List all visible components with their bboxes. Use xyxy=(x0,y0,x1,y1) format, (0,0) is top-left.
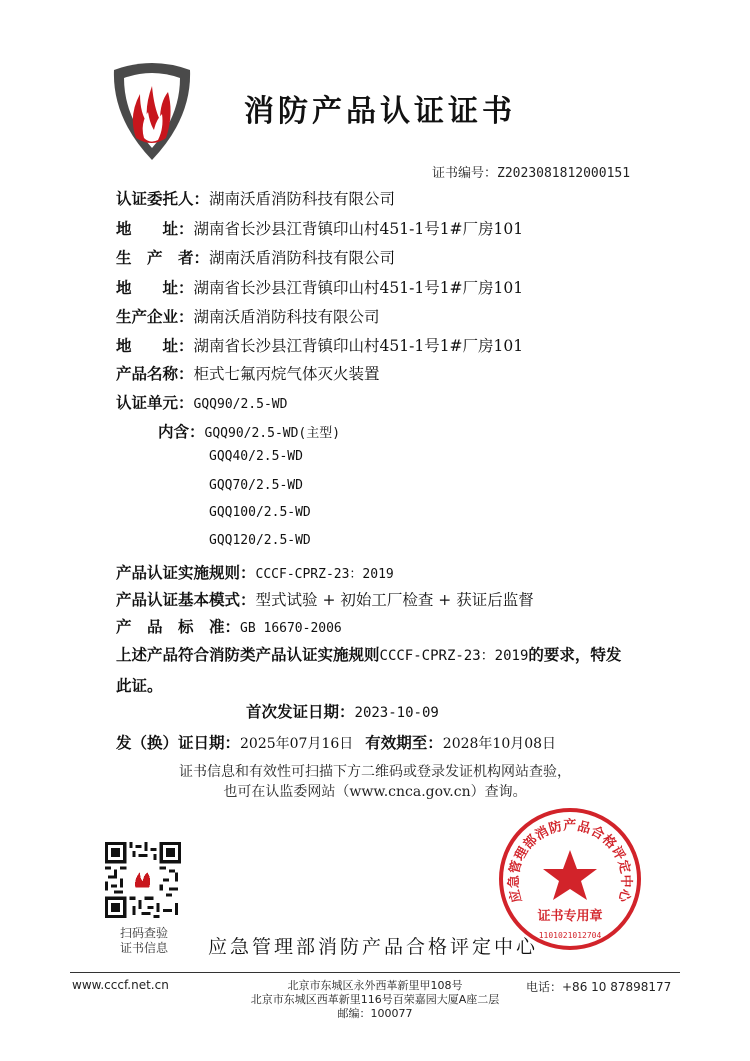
rule-label: 产品认证实施规则： xyxy=(116,564,256,582)
issuing-authority: 应急管理部消防产品合格评定中心 xyxy=(208,936,539,958)
qr-label-line1: 扫码查验 xyxy=(119,926,168,940)
includes-row xyxy=(158,420,340,442)
client-label: 认证委托人： xyxy=(116,190,210,208)
conformity-text: 上述产品符合消防类产品认证实施规则 xyxy=(116,646,380,664)
includes-item: GQQ40/2.5-WD xyxy=(209,449,303,464)
includes-item: GQQ70/2.5-WD xyxy=(209,478,303,493)
official-seal xyxy=(497,806,643,952)
mode-row xyxy=(116,588,534,610)
producer-row xyxy=(116,246,395,268)
standard-value: GB 16670-2006 xyxy=(240,621,342,636)
verification-qr-code[interactable] xyxy=(105,842,181,918)
conformity-text: 的要求，特发 xyxy=(528,646,622,664)
fire-shield-logo xyxy=(110,58,194,162)
factory-label: 生产企业： xyxy=(116,308,194,326)
mode-label: 产品认证基本模式： xyxy=(116,591,256,609)
factory-value: 湖南沃盾消防科技有限公司 xyxy=(193,308,380,326)
document-title: 消防产品认证证书 xyxy=(244,94,516,129)
valid-until-date: 2028年10月08日 xyxy=(442,736,557,752)
producer-label: 生 产 者： xyxy=(116,249,210,267)
seal-center-text: 证书专用章 xyxy=(537,909,603,924)
verification-notice-line1: 证书信息和有效性可扫描下方二维码或登录发证机构网站查验， xyxy=(179,764,571,780)
includes-item: GQQ120/2.5-WD xyxy=(209,533,311,548)
first-issue-row xyxy=(246,700,439,722)
client-value: 湖南沃盾消防科技有限公司 xyxy=(209,190,396,208)
conformity-statement xyxy=(116,640,636,701)
certificate-number-value: Z2023081812000151 xyxy=(497,166,631,181)
footer-website: www.cccf.net.cn xyxy=(72,978,169,992)
includes-item: GQQ90/2.5-WD(主型) xyxy=(204,426,341,441)
first-issue-label: 首次发证日期： xyxy=(246,703,355,721)
client-address-label: 地 址： xyxy=(116,220,194,238)
includes-label: 内含： xyxy=(158,423,205,441)
footer-divider xyxy=(70,972,680,973)
reissue-date: 2025年07月16日 xyxy=(240,736,354,752)
producer-value: 湖南沃盾消防科技有限公司 xyxy=(209,249,396,267)
includes-item: GQQ100/2.5-WD xyxy=(209,505,311,520)
reissue-label: 发（换）证日期： xyxy=(116,734,241,752)
client-address-value: 湖南省长沙县江背镇印山村451-1号1#厂房101 xyxy=(193,220,524,238)
factory-address-row xyxy=(116,334,523,356)
producer-address-row xyxy=(116,276,523,298)
seal-star-icon xyxy=(543,850,597,900)
footer-address-1: 北京市东城区永外西革新里甲108号 xyxy=(287,979,463,992)
mode-value: 型式试验 + 初始工厂检查 + 获证后监督 xyxy=(255,591,534,609)
rule-row xyxy=(116,561,394,583)
unit-value: GQQ90/2.5-WD xyxy=(193,397,288,412)
first-issue-date: 2023-10-09 xyxy=(354,705,439,721)
producer-address-label: 地 址： xyxy=(116,279,194,297)
standard-row xyxy=(116,615,342,637)
standard-label: 产 品 标 准： xyxy=(116,618,241,636)
rule-value: CCCF-CPRZ-23：2019 xyxy=(255,567,394,582)
reissue-row xyxy=(116,731,556,753)
unit-row xyxy=(116,391,287,413)
valid-until-label: 有效期至： xyxy=(365,734,443,752)
client-address-row xyxy=(116,217,523,239)
verification-notice-line2: 也可在认监委网站（www.cnca.gov.cn）查询。 xyxy=(223,784,527,800)
factory-address-label: 地 址： xyxy=(116,337,194,355)
footer-address-2: 北京市东城区西革新里116号百荣嘉园大厦A座二层 xyxy=(250,993,500,1006)
product-value: 柜式七氟丙烷气体灭火装置 xyxy=(193,365,380,383)
qr-label-line2: 证书信息 xyxy=(119,941,168,955)
conformity-rule-code: CCCF-CPRZ-23：2019 xyxy=(379,648,529,664)
seal-ring-text: 应急管理部消防产品合格评定中心 xyxy=(506,818,634,905)
product-label: 产品名称： xyxy=(116,365,194,383)
client-row xyxy=(116,187,395,209)
factory-row xyxy=(116,305,380,327)
seal-number: 1101021012704 xyxy=(538,931,602,940)
certificate-number-label: 证书编号： xyxy=(432,166,498,181)
factory-address-value: 湖南省长沙县江背镇印山村451-1号1#厂房101 xyxy=(193,337,524,355)
footer-phone: 电话：+86 10 87898177 xyxy=(526,980,672,994)
unit-label: 认证单元： xyxy=(116,394,194,412)
certificate-number xyxy=(432,162,630,181)
footer-postcode: 邮编：100077 xyxy=(337,1007,413,1020)
conformity-text: 此证。 xyxy=(116,677,163,695)
producer-address-value: 湖南省长沙县江背镇印山村451-1号1#厂房101 xyxy=(193,279,524,297)
product-row xyxy=(116,362,380,384)
